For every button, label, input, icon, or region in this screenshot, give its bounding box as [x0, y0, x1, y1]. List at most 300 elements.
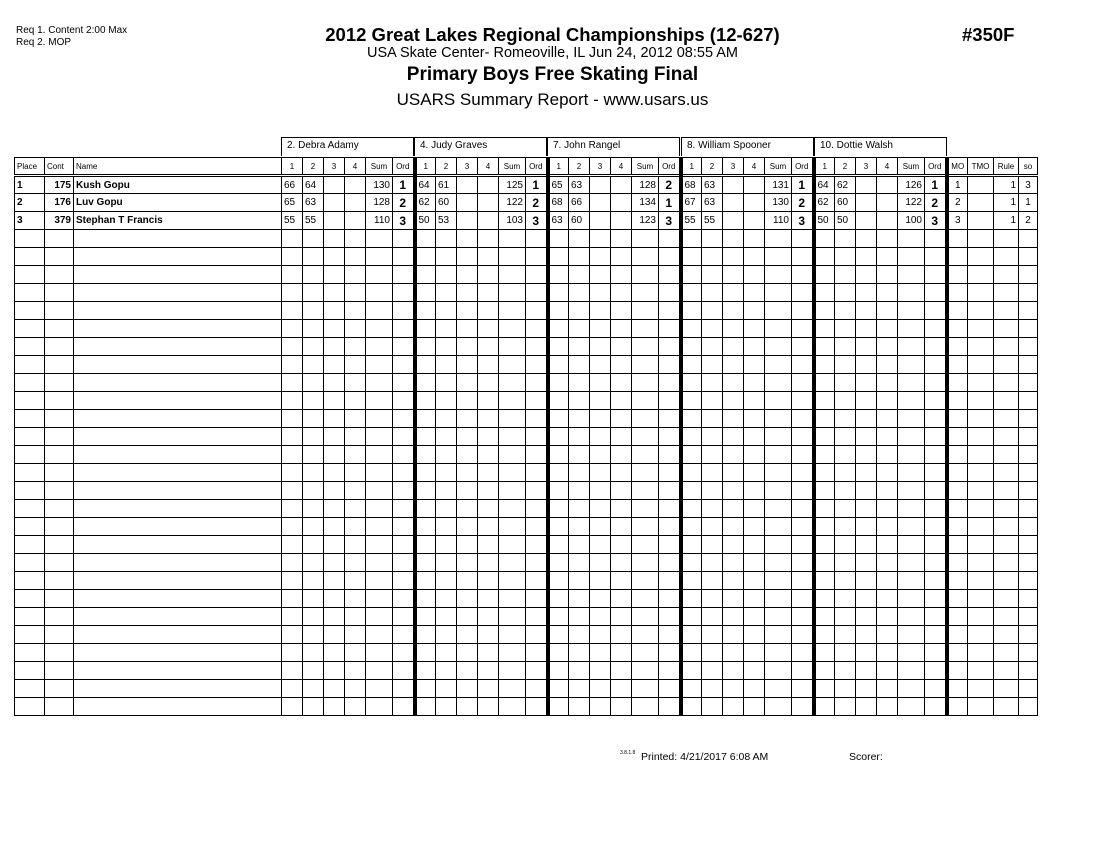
- column-header-row: [15, 158, 1038, 176]
- empty-cell: [681, 374, 702, 392]
- empty-cell: [499, 374, 526, 392]
- empty-cell: [877, 500, 898, 518]
- empty-cell: [499, 572, 526, 590]
- empty-cell: [590, 356, 611, 374]
- empty-cell: [15, 230, 45, 248]
- empty-cell: [1019, 374, 1038, 392]
- empty-cell: [478, 302, 499, 320]
- empty-cell: [792, 248, 814, 266]
- empty-cell: [74, 230, 282, 248]
- empty-cell: [765, 230, 792, 248]
- empty-cell: [968, 320, 994, 338]
- empty-cell: [526, 446, 548, 464]
- empty-cell: [415, 338, 436, 356]
- empty-cell: [457, 338, 478, 356]
- empty-cell: [303, 644, 324, 662]
- empty-cell: [393, 320, 415, 338]
- empty-cell: [45, 392, 74, 410]
- empty-cell: [345, 338, 366, 356]
- empty-cell: [968, 446, 994, 464]
- empty-cell: [366, 266, 393, 284]
- empty-cell: [765, 356, 792, 374]
- empty-cell: [499, 518, 526, 536]
- judge-score-cell: [345, 212, 366, 230]
- empty-cell: [968, 536, 994, 554]
- judge-score-cell: [324, 194, 345, 212]
- empty-cell: [877, 302, 898, 320]
- table-row: [15, 536, 1038, 554]
- empty-cell: [702, 662, 723, 680]
- empty-cell: [45, 266, 74, 284]
- empty-cell: [436, 302, 457, 320]
- empty-cell: [792, 410, 814, 428]
- judge-score-cell: 128: [366, 194, 393, 212]
- empty-cell: [526, 320, 548, 338]
- extra-score-cell: 1: [1019, 194, 1038, 212]
- empty-cell: [436, 554, 457, 572]
- empty-cell: [345, 230, 366, 248]
- empty-cell: [835, 356, 856, 374]
- empty-cell: [765, 464, 792, 482]
- empty-cell: [303, 284, 324, 302]
- empty-cell: [324, 428, 345, 446]
- judge-score-cell: [590, 212, 611, 230]
- empty-cell: [856, 320, 877, 338]
- empty-cell: [877, 410, 898, 428]
- empty-cell: [590, 554, 611, 572]
- empty-cell: [282, 248, 303, 266]
- empty-cell: [366, 572, 393, 590]
- empty-cell: [947, 680, 968, 698]
- empty-cell: [792, 338, 814, 356]
- empty-cell: [659, 536, 681, 554]
- empty-cell: [526, 302, 548, 320]
- empty-cell: [744, 356, 765, 374]
- empty-cell: [744, 698, 765, 716]
- empty-cell: [436, 644, 457, 662]
- empty-cell: [744, 554, 765, 572]
- empty-cell: [765, 518, 792, 536]
- empty-cell: [526, 626, 548, 644]
- empty-cell: [994, 248, 1019, 266]
- empty-cell: [569, 320, 590, 338]
- empty-cell: [74, 518, 282, 536]
- column-header-extra: TMO: [968, 158, 994, 176]
- empty-cell: [345, 590, 366, 608]
- table-row: [15, 590, 1038, 608]
- empty-cell: [436, 248, 457, 266]
- judge-score-cell: 64: [303, 176, 324, 194]
- empty-cell: [835, 554, 856, 572]
- printed-timestamp: Printed: 4/21/2017 6:08 AM: [641, 751, 769, 763]
- empty-cell: [898, 230, 925, 248]
- empty-cell: [366, 284, 393, 302]
- empty-cell: [282, 554, 303, 572]
- empty-cell: [526, 356, 548, 374]
- empty-cell: [303, 230, 324, 248]
- empty-cell: [877, 266, 898, 284]
- empty-cell: [994, 410, 1019, 428]
- empty-cell: [792, 698, 814, 716]
- empty-cell: [765, 536, 792, 554]
- empty-cell: [499, 392, 526, 410]
- empty-cell: [478, 410, 499, 428]
- judge-score-cell: [877, 194, 898, 212]
- empty-cell: [45, 536, 74, 554]
- empty-cell: [856, 356, 877, 374]
- empty-cell: [611, 338, 632, 356]
- empty-cell: [814, 302, 835, 320]
- empty-cell: [856, 428, 877, 446]
- empty-cell: [702, 230, 723, 248]
- empty-cell: [282, 374, 303, 392]
- empty-cell: [611, 608, 632, 626]
- empty-cell: [393, 248, 415, 266]
- empty-cell: [723, 464, 744, 482]
- empty-cell: [994, 608, 1019, 626]
- empty-cell: [282, 662, 303, 680]
- empty-cell: [898, 680, 925, 698]
- empty-cell: [702, 338, 723, 356]
- judge-name: 8. William Spooner: [681, 137, 814, 156]
- skater-name: Luv Gopu: [74, 194, 282, 212]
- empty-cell: [681, 590, 702, 608]
- empty-cell: [765, 482, 792, 500]
- empty-cell: [345, 284, 366, 302]
- empty-cell: [45, 554, 74, 572]
- empty-cell: [814, 500, 835, 518]
- empty-cell: [324, 644, 345, 662]
- event-number: #350F: [962, 24, 1015, 45]
- empty-cell: [835, 626, 856, 644]
- empty-cell: [814, 374, 835, 392]
- empty-cell: [590, 500, 611, 518]
- empty-cell: [659, 554, 681, 572]
- empty-cell: [632, 284, 659, 302]
- empty-cell: [765, 284, 792, 302]
- empty-cell: [436, 626, 457, 644]
- empty-cell: [835, 536, 856, 554]
- empty-cell: [947, 230, 968, 248]
- empty-cell: [611, 518, 632, 536]
- empty-cell: [15, 572, 45, 590]
- extra-score-cell: [968, 176, 994, 194]
- empty-cell: [968, 356, 994, 374]
- empty-cell: [74, 266, 282, 284]
- empty-cell: [526, 464, 548, 482]
- empty-cell: [659, 446, 681, 464]
- empty-cell: [282, 482, 303, 500]
- empty-cell: [792, 428, 814, 446]
- empty-cell: [925, 248, 947, 266]
- empty-cell: [548, 590, 569, 608]
- empty-cell: [1019, 446, 1038, 464]
- empty-cell: [590, 428, 611, 446]
- empty-cell: [702, 392, 723, 410]
- skater-contestant-number: 176: [45, 194, 74, 212]
- empty-cell: [15, 644, 45, 662]
- empty-cell: [877, 482, 898, 500]
- judge-score-cell: [856, 176, 877, 194]
- empty-cell: [569, 680, 590, 698]
- empty-cell: [702, 680, 723, 698]
- empty-cell: [15, 464, 45, 482]
- empty-cell: [898, 644, 925, 662]
- empty-cell: [282, 428, 303, 446]
- empty-cell: [702, 320, 723, 338]
- column-header-extra: so: [1019, 158, 1038, 176]
- empty-cell: [814, 320, 835, 338]
- empty-cell: [15, 680, 45, 698]
- empty-cell: [45, 644, 74, 662]
- empty-cell: [925, 356, 947, 374]
- empty-cell: [548, 356, 569, 374]
- empty-cell: [282, 320, 303, 338]
- table-row: [15, 446, 1038, 464]
- empty-cell: [765, 410, 792, 428]
- empty-cell: [569, 410, 590, 428]
- empty-cell: [792, 356, 814, 374]
- empty-cell: [611, 698, 632, 716]
- empty-cell: [814, 464, 835, 482]
- empty-cell: [303, 356, 324, 374]
- empty-cell: [632, 626, 659, 644]
- judge-score-cell: 63: [702, 176, 723, 194]
- judge-score-cell: 122: [898, 194, 925, 212]
- empty-cell: [702, 266, 723, 284]
- empty-cell: [856, 500, 877, 518]
- column-header-name: Name: [74, 158, 282, 176]
- empty-cell: [415, 680, 436, 698]
- report-title: USARS Summary Report - www.usars.us: [396, 90, 709, 109]
- empty-cell: [925, 410, 947, 428]
- empty-cell: [282, 302, 303, 320]
- empty-cell: [366, 230, 393, 248]
- empty-cell: [74, 302, 282, 320]
- empty-cell: [659, 662, 681, 680]
- empty-cell: [947, 356, 968, 374]
- empty-cell: [856, 374, 877, 392]
- empty-cell: [611, 590, 632, 608]
- empty-cell: [569, 428, 590, 446]
- empty-cell: [994, 266, 1019, 284]
- empty-cell: [744, 338, 765, 356]
- empty-cell: [15, 284, 45, 302]
- empty-cell: [632, 608, 659, 626]
- empty-cell: [436, 374, 457, 392]
- empty-cell: [744, 626, 765, 644]
- empty-cell: [590, 482, 611, 500]
- judge-score-cell: 62: [415, 194, 436, 212]
- empty-cell: [74, 356, 282, 374]
- empty-cell: [792, 320, 814, 338]
- judge-name: 4. Judy Graves: [414, 137, 547, 156]
- judge-score-cell: [345, 194, 366, 212]
- empty-cell: [877, 248, 898, 266]
- empty-cell: [478, 338, 499, 356]
- empty-cell: [15, 338, 45, 356]
- empty-cell: [393, 338, 415, 356]
- empty-cell: [925, 464, 947, 482]
- empty-cell: [569, 302, 590, 320]
- empty-cell: [393, 356, 415, 374]
- empty-cell: [345, 266, 366, 284]
- empty-cell: [856, 554, 877, 572]
- empty-cell: [478, 284, 499, 302]
- empty-cell: [681, 698, 702, 716]
- table-row: [15, 392, 1038, 410]
- empty-cell: [814, 266, 835, 284]
- empty-cell: [968, 248, 994, 266]
- empty-cell: [877, 644, 898, 662]
- empty-cell: [345, 662, 366, 680]
- table-row: [15, 572, 1038, 590]
- empty-cell: [303, 608, 324, 626]
- empty-cell: [74, 464, 282, 482]
- column-header-judge-score: 1: [548, 158, 569, 176]
- venue-datetime: USA Skate Center- Romeoville, IL Jun 24, 2012 08:55 AM: [366, 45, 739, 61]
- empty-cell: [792, 302, 814, 320]
- judge-score-cell: 122: [499, 194, 526, 212]
- empty-cell: [590, 662, 611, 680]
- empty-cell: [415, 410, 436, 428]
- empty-cell: [345, 410, 366, 428]
- judge-score-cell: [345, 176, 366, 194]
- empty-cell: [303, 572, 324, 590]
- empty-cell: [702, 554, 723, 572]
- empty-cell: [947, 320, 968, 338]
- column-header-judge-score: 2: [569, 158, 590, 176]
- empty-cell: [898, 356, 925, 374]
- empty-cell: [345, 536, 366, 554]
- empty-cell: [324, 608, 345, 626]
- empty-cell: [457, 554, 478, 572]
- empty-cell: [723, 572, 744, 590]
- empty-cell: [45, 446, 74, 464]
- empty-cell: [835, 698, 856, 716]
- empty-cell: [702, 590, 723, 608]
- empty-cell: [45, 608, 74, 626]
- empty-cell: [792, 500, 814, 518]
- column-header-judge-score: 2: [835, 158, 856, 176]
- results-table: [14, 157, 1038, 716]
- empty-cell: [569, 590, 590, 608]
- empty-cell: [681, 266, 702, 284]
- empty-cell: [744, 572, 765, 590]
- empty-cell: [611, 464, 632, 482]
- empty-cell: [723, 644, 744, 662]
- empty-cell: [835, 338, 856, 356]
- empty-cell: [877, 230, 898, 248]
- empty-cell: [994, 590, 1019, 608]
- empty-cell: [744, 320, 765, 338]
- empty-cell: [702, 410, 723, 428]
- empty-cell: [835, 284, 856, 302]
- empty-cell: [569, 446, 590, 464]
- empty-cell: [898, 392, 925, 410]
- empty-cell: [569, 356, 590, 374]
- empty-cell: [526, 698, 548, 716]
- empty-cell: [898, 554, 925, 572]
- empty-cell: [925, 338, 947, 356]
- empty-cell: [74, 500, 282, 518]
- empty-cell: [436, 482, 457, 500]
- empty-cell: [659, 608, 681, 626]
- judge-score-cell: [457, 194, 478, 212]
- empty-cell: [856, 626, 877, 644]
- table-row: [15, 230, 1038, 248]
- requirements-note: [16, 25, 127, 49]
- empty-cell: [499, 698, 526, 716]
- empty-cell: [436, 230, 457, 248]
- empty-cell: [792, 266, 814, 284]
- empty-cell: [835, 302, 856, 320]
- empty-cell: [994, 446, 1019, 464]
- empty-cell: [994, 554, 1019, 572]
- empty-cell: [877, 284, 898, 302]
- empty-cell: [835, 266, 856, 284]
- empty-cell: [457, 464, 478, 482]
- empty-cell: [393, 662, 415, 680]
- empty-cell: [393, 572, 415, 590]
- empty-cell: [478, 248, 499, 266]
- empty-cell: [499, 338, 526, 356]
- empty-cell: [569, 662, 590, 680]
- empty-cell: [947, 590, 968, 608]
- empty-cell: [659, 356, 681, 374]
- empty-cell: [366, 500, 393, 518]
- empty-cell: [569, 464, 590, 482]
- empty-cell: [765, 554, 792, 572]
- empty-cell: [548, 572, 569, 590]
- empty-cell: [457, 302, 478, 320]
- judge-score-cell: [856, 212, 877, 230]
- empty-cell: [702, 302, 723, 320]
- judge-score-cell: 2: [526, 194, 548, 212]
- empty-cell: [569, 248, 590, 266]
- empty-cell: [590, 230, 611, 248]
- empty-cell: [415, 428, 436, 446]
- empty-cell: [835, 464, 856, 482]
- empty-cell: [681, 230, 702, 248]
- empty-cell: [74, 428, 282, 446]
- empty-cell: [1019, 392, 1038, 410]
- empty-cell: [366, 482, 393, 500]
- empty-cell: [457, 248, 478, 266]
- empty-cell: [282, 446, 303, 464]
- empty-cell: [345, 320, 366, 338]
- empty-cell: [877, 680, 898, 698]
- empty-cell: [947, 644, 968, 662]
- empty-cell: [478, 374, 499, 392]
- empty-cell: [898, 374, 925, 392]
- empty-cell: [548, 536, 569, 554]
- empty-cell: [415, 572, 436, 590]
- empty-cell: [968, 266, 994, 284]
- empty-cell: [569, 284, 590, 302]
- judge-score-cell: [723, 212, 744, 230]
- empty-cell: [478, 608, 499, 626]
- empty-cell: [659, 248, 681, 266]
- table-row: [15, 338, 1038, 356]
- judge-name: 2. Debra Adamy: [281, 137, 414, 156]
- empty-cell: [835, 680, 856, 698]
- empty-cell: [478, 500, 499, 518]
- empty-cell: [74, 698, 282, 716]
- empty-cell: [814, 662, 835, 680]
- empty-cell: [765, 248, 792, 266]
- table-row: [15, 266, 1038, 284]
